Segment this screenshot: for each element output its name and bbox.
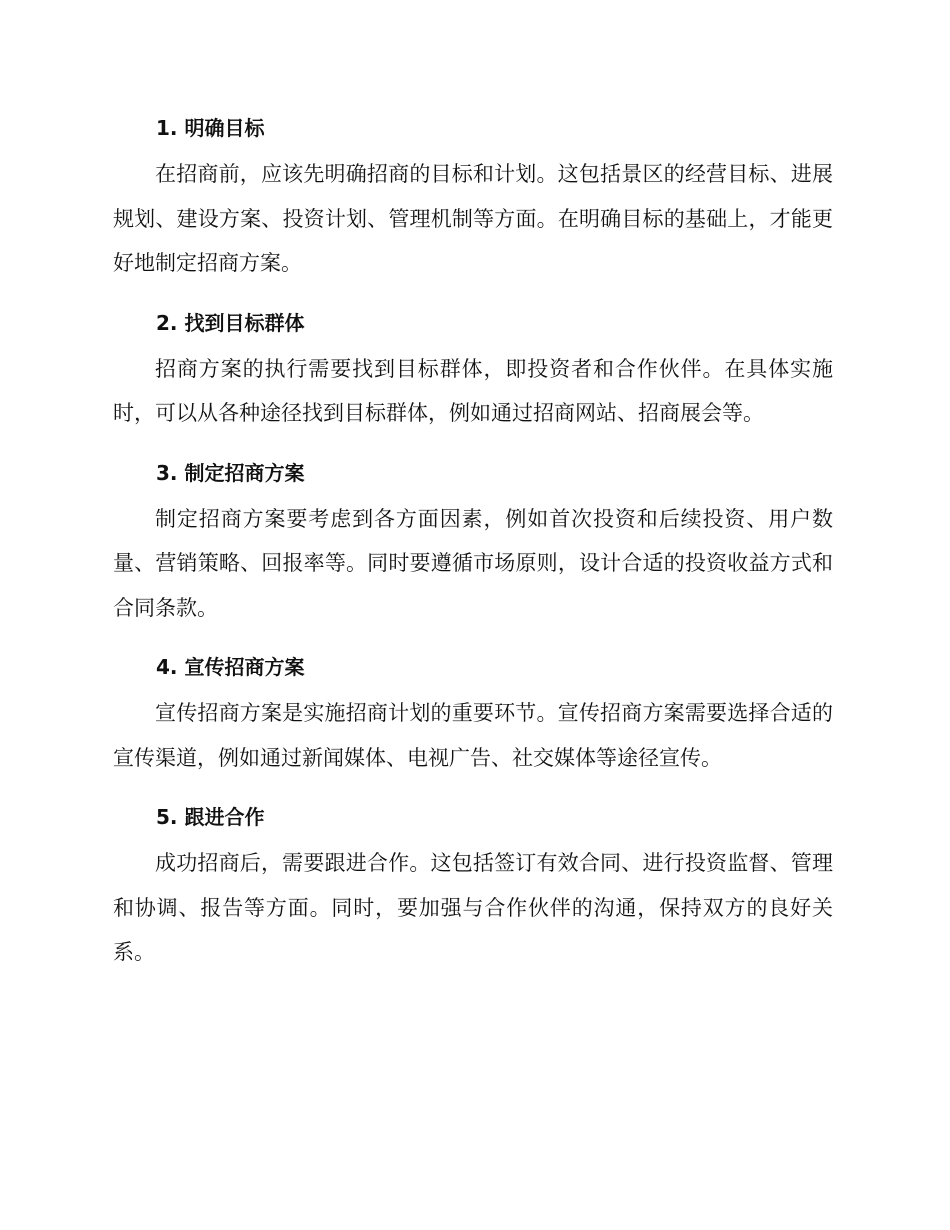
section-5 (113, 793, 833, 975)
section-paragraph: 招商方案的执行需要找到目标群体，即投资者和合作伙伴。在具体实施时，可以从各种途径找到目标群体，例如通过招商网站、招商展会等。 (113, 356, 833, 425)
section-heading: 1. 明确目标 (156, 116, 265, 140)
section-heading: 2. 找到目标群体 (156, 310, 305, 335)
section-2 (113, 299, 833, 436)
section-4 (113, 643, 833, 780)
section-paragraph: 成功招商后，需要跟进合作。这包括签订有效合同、进行投资监督、管理和协调、报告等方面。同时，要加强与合作伙伴的沟通，保持双方的良好关系。 (113, 851, 833, 964)
document-page (113, 104, 833, 988)
section-heading: 4. 宣传招商方案 (156, 655, 305, 679)
section-1 (113, 104, 833, 286)
section-3 (113, 449, 833, 631)
section-paragraph: 宣传招商方案是实施招商计划的重要环节。宣传招商方案需要选择合适的宣传渠道，例如通过新闻媒体、电视广告、社交媒体等途径宣传。 (113, 701, 833, 770)
section-paragraph: 在招商前，应该先明确招商的目标和计划。这包括景区的经营目标、进展规划、建设方案、投资计划、管理机制等方面。在明确目标的基础上，才能更好地制定招商方案。 (113, 162, 833, 275)
section-paragraph: 制定招商方案要考虑到各方面因素，例如首次投资和后续投资、用户数量、营销策略、回报率等。同时要遵循市场原则，设计合适的投资收益方式和合同条款。 (113, 506, 833, 620)
section-heading: 3. 制定招商方案 (156, 460, 305, 485)
section-heading: 5. 跟进合作 (156, 805, 265, 829)
